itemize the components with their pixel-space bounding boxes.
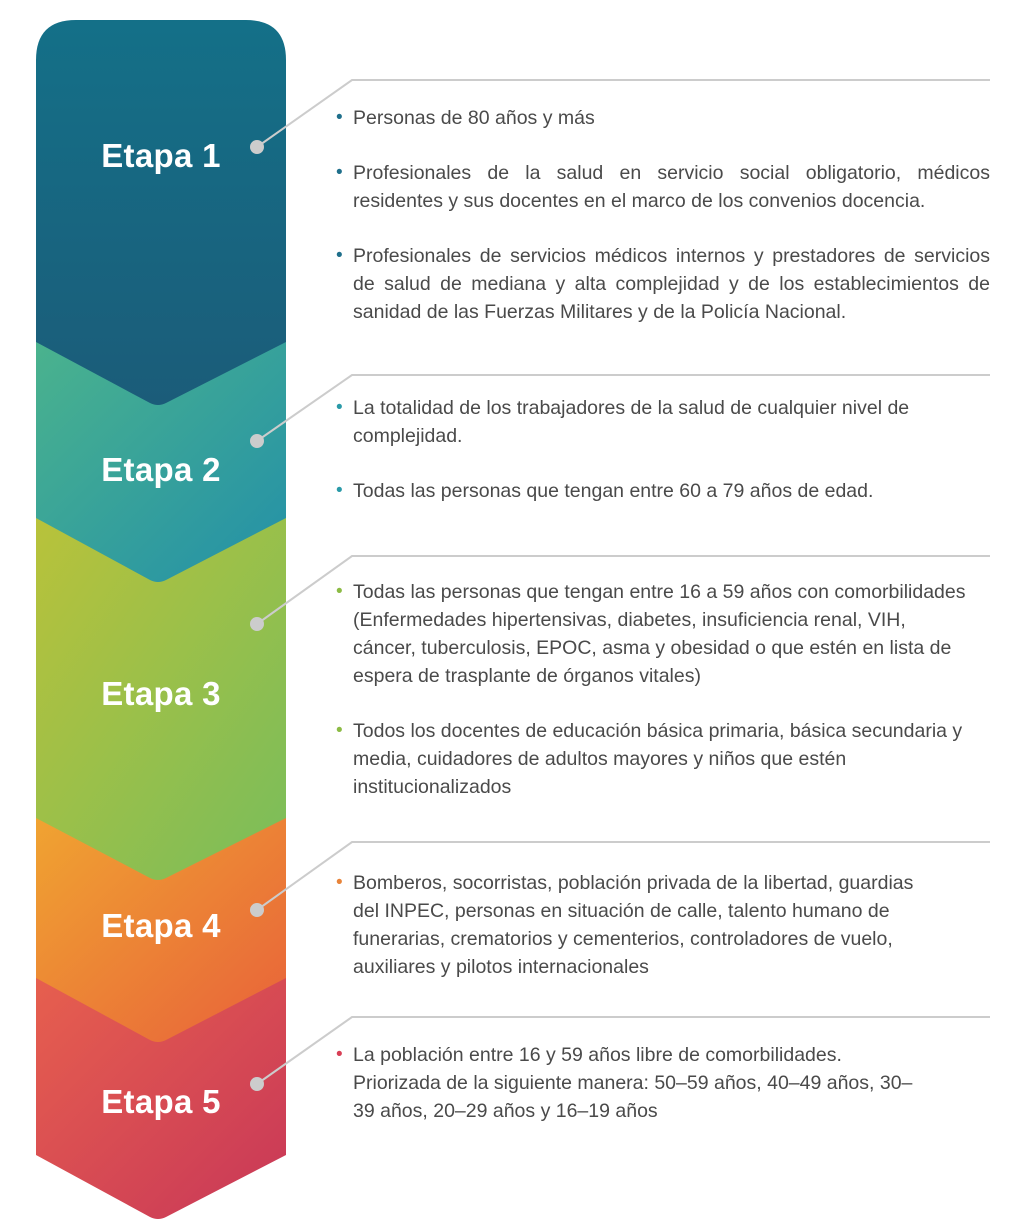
- bullet-dot: •: [336, 107, 343, 128]
- list-item: [334, 1041, 924, 1125]
- etapa-5-list: [334, 1041, 924, 1125]
- bullet-dot: •: [336, 397, 343, 418]
- bullet-dot: •: [336, 872, 343, 893]
- list-item-text: Profesionales de servicios médicos internos y prestadores de servicios de salud de mediana y alta complejidad y de los establecimientos de sanidad de las Fuerzas Militares y de la Policía Nacional.: [353, 245, 990, 323]
- list-item-text: La población entre 16 y 59 años libre de comorbilidades. Priorizada de la siguiente manera: 50–59 años, 40–49 años, 30–39 años, 20–29 años y 16–19 años: [353, 1044, 913, 1122]
- list-item: [334, 578, 974, 690]
- etapa-3-list: [334, 578, 974, 801]
- list-item-text: Todas las personas que tengan entre 16 a 59 años con comorbilidades (Enfermedades hipertensivas, diabetes, insuficiencia renal, VIH, cáncer, tuberculosis, EPOC, asma y obesidad o que estén en lista de espera de trasplante de órganos vitales): [353, 581, 966, 687]
- bullet-dot: •: [336, 162, 343, 183]
- etapa-4-label: Etapa 4: [101, 907, 221, 944]
- etapa-2-list: [334, 394, 934, 505]
- list-item: [334, 869, 942, 981]
- list-item-text: Profesionales de la salud en servicio social obligatorio, médicos residentes y sus docentes en el marco de los convenios docencia.: [353, 162, 990, 212]
- list-item-text: Bomberos, socorristas, población privada de la libertad, guardias del INPEC, personas en situación de calle, talento humano de funerarias, crematorios y cementerios, controladores de vuelo, auxiliares y pilotos internacionales: [353, 872, 914, 978]
- etapa-1-label: Etapa 1: [101, 137, 221, 174]
- list-item-text: Personas de 80 años y más: [353, 107, 595, 129]
- etapa-3-connector-dot: [250, 617, 264, 631]
- etapa-1-segment: [36, 20, 286, 405]
- etapa-2-label: Etapa 2: [101, 451, 221, 488]
- etapa-2-connector-dot: [250, 434, 264, 448]
- bullet-dot: •: [336, 720, 343, 741]
- bullet-dot: •: [336, 581, 343, 602]
- etapa-1-list: [334, 104, 990, 326]
- bullet-dot: •: [336, 1044, 343, 1065]
- list-item: [334, 159, 990, 215]
- list-item: [334, 717, 974, 801]
- bullet-dot: •: [336, 480, 343, 501]
- list-item: [334, 104, 990, 132]
- bullet-dot: •: [336, 245, 343, 266]
- list-item: [334, 242, 990, 326]
- etapa-3-label: Etapa 3: [101, 675, 221, 712]
- list-item-text: La totalidad de los trabajadores de la salud de cualquier nivel de complejidad.: [353, 397, 910, 447]
- list-item: [334, 477, 934, 505]
- etapa-5-label: Etapa 5: [101, 1083, 221, 1120]
- list-item: [334, 394, 934, 450]
- list-item-text: Todos los docentes de educación básica primaria, básica secundaria y media, cuidadores de adultos mayores y niños que estén institucionalizados: [353, 720, 963, 798]
- list-item-text: Todas las personas que tengan entre 60 a 79 años de edad.: [353, 480, 874, 502]
- etapa-4-list: [334, 869, 942, 981]
